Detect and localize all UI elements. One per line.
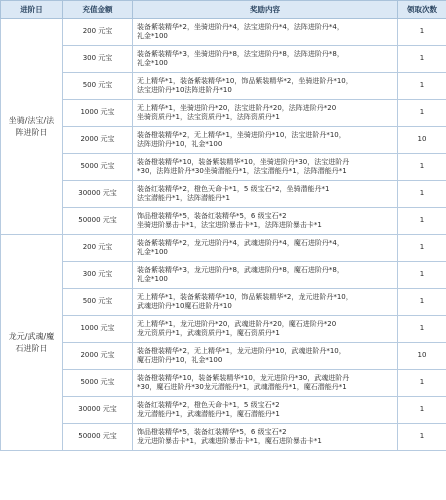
- table-row: [1, 154, 446, 181]
- reward-content: [133, 235, 398, 262]
- table-row: [1, 370, 446, 397]
- recharge-amount: 30000 元宝: [63, 181, 133, 208]
- recharge-amount: 2000 元宝: [63, 127, 133, 154]
- reward-content: [133, 316, 398, 343]
- header-amount: 充值金额: [63, 1, 133, 19]
- recharge-amount: 300 元宝: [63, 46, 133, 73]
- reward-line: 礼金*100: [137, 32, 168, 40]
- reward-line: 装备紫装精华*2，坐骑进阶丹*4，法宝进阶丹*4，法阵进阶丹*4，: [137, 22, 344, 31]
- table-row: [1, 46, 446, 73]
- table-row: [1, 343, 446, 370]
- claim-count: 1: [398, 19, 446, 46]
- reward-line: 坐骑资质丹*1，法宝资质丹*1，法阵资质丹*1: [137, 113, 280, 121]
- claim-count: 1: [398, 46, 446, 73]
- reward-line: 龙元资质丹*1，武魂资质丹*1，魔石资质丹*1: [137, 329, 280, 337]
- reward-line: 饰品橙装精华*5，装备红装精华*5，6 级宝石*2: [137, 427, 287, 436]
- header-count: 领取次数: [398, 1, 446, 19]
- table-row: [1, 100, 446, 127]
- recharge-amount: 50000 元宝: [63, 424, 133, 451]
- reward-line: 坐骑进阶暴击卡*1，法宝进阶暴击卡*1，法阵进阶暴击卡*1: [137, 221, 322, 229]
- reward-line: 装备红装精华*2，橙色天命卡*1，5 级宝石*2，坐骑潜能丹*1: [137, 184, 330, 193]
- recharge-amount: 50000 元宝: [63, 208, 133, 235]
- reward-line: 饰品橙装精华*5，装备红装精华*5，6 级宝石*2: [137, 211, 287, 220]
- claim-count: 10: [398, 127, 446, 154]
- reward-line: 无上精华*1，装备紫装精华*10，饰品紫装精华*2，龙元进阶丹*10，: [137, 292, 353, 301]
- table-row: [1, 424, 446, 451]
- claim-count: 1: [398, 397, 446, 424]
- reward-line: 装备红装精华*2，橙色天命卡*1，5 级宝石*2: [137, 400, 280, 409]
- table-body: [1, 19, 446, 451]
- reward-line: 装备橙装精华*2，无上精华*1，坐骑进阶丹*10，法宝进阶丹*10，: [137, 130, 346, 139]
- reward-line: *30，法阵进阶丹*30坐骑潜能丹*1，法宝潜能丹*1，法阵潜能丹*1: [137, 167, 347, 175]
- claim-count: 1: [398, 154, 446, 181]
- table-row: [1, 19, 446, 46]
- table-row: [1, 235, 446, 262]
- header-reward: 奖励内容: [133, 1, 398, 19]
- reward-line: 魔石进阶丹*10，礼金*100: [137, 356, 223, 364]
- recharge-amount: 1000 元宝: [63, 316, 133, 343]
- reward-line: 法阵进阶丹*10，礼金*100: [137, 140, 223, 148]
- table-row: [1, 208, 446, 235]
- reward-line: 法宝潜能丹*1，法阵潜能丹*1: [137, 194, 230, 202]
- table-row: [1, 397, 446, 424]
- reward-line: 装备紫装精华*2，龙元进阶丹*4，武魂进阶丹*4，魔石进阶丹*4，: [137, 238, 344, 247]
- reward-line: 装备紫装精华*3，龙元进阶丹*8，武魂进阶丹*8，魔石进阶丹*8，: [137, 265, 344, 274]
- reward-content: [133, 424, 398, 451]
- claim-count: 1: [398, 100, 446, 127]
- reward-line: 龙元进阶暴击卡*1，武魂进阶暴击卡*1，魔石进阶暴击卡*1: [137, 437, 322, 445]
- recharge-amount: 200 元宝: [63, 235, 133, 262]
- reward-content: [133, 289, 398, 316]
- claim-count: 1: [398, 289, 446, 316]
- stage-name: 龙元/武魂/魔石进阶日: [1, 235, 63, 451]
- reward-line: 龙元潜能丹*1，武魂潜能丹*1，魔石潜能丹*1: [137, 410, 280, 418]
- recharge-amount: 200 元宝: [63, 19, 133, 46]
- reward-content: [133, 370, 398, 397]
- table-row: [1, 127, 446, 154]
- reward-line: 礼金*100: [137, 275, 168, 283]
- stage-name: 坐骑/法宝/法阵进阶日: [1, 19, 63, 235]
- recharge-amount: 300 元宝: [63, 262, 133, 289]
- reward-content: [133, 100, 398, 127]
- claim-count: 1: [398, 262, 446, 289]
- claim-count: 1: [398, 370, 446, 397]
- recharge-amount: 1000 元宝: [63, 100, 133, 127]
- table-row: [1, 262, 446, 289]
- header-row: [1, 1, 446, 19]
- table-row: [1, 316, 446, 343]
- recharge-amount: 500 元宝: [63, 289, 133, 316]
- reward-line: 装备橙装精华*10，装备紫装精华*10，坐骑进阶丹*30，法宝进阶丹: [137, 157, 350, 166]
- reward-line: 装备橙装精华*2，无上精华*1，龙元进阶丹*10，武魂进阶丹*10，: [137, 346, 346, 355]
- claim-count: 1: [398, 316, 446, 343]
- recharge-amount: 5000 元宝: [63, 154, 133, 181]
- recharge-amount: 30000 元宝: [63, 397, 133, 424]
- claim-count: 1: [398, 208, 446, 235]
- claim-count: 1: [398, 181, 446, 208]
- table-row: [1, 289, 446, 316]
- reward-line: 无上精华*1，龙元进阶丹*20，武魂进阶丹*20，魔石进阶丹*20: [137, 319, 337, 328]
- reward-line: 装备橙装精华*10，装备紫装精华*10，龙元进阶丹*30，武魂进阶丹: [137, 373, 350, 382]
- reward-content: [133, 73, 398, 100]
- claim-count: 10: [398, 343, 446, 370]
- reward-content: [133, 262, 398, 289]
- reward-content: [133, 181, 398, 208]
- reward-line: 武魂进阶丹*10魔石进阶丹*10: [137, 302, 232, 310]
- header-stage: 进阶日: [1, 1, 63, 19]
- claim-count: 1: [398, 235, 446, 262]
- reward-line: 法宝进阶丹*10法阵进阶丹*10: [137, 86, 232, 94]
- reward-line: 装备紫装精华*3，坐骑进阶丹*8，法宝进阶丹*8，法阵进阶丹*8，: [137, 49, 344, 58]
- reward-content: [133, 208, 398, 235]
- reward-line: 礼金*100: [137, 248, 168, 256]
- reward-content: [133, 46, 398, 73]
- claim-count: 1: [398, 424, 446, 451]
- claim-count: 1: [398, 73, 446, 100]
- reward-line: *30，魔石进阶丹*30龙元潜能丹*1，武魂潜能丹*1，魔石潜能丹*1: [137, 383, 347, 391]
- reward-content: [133, 397, 398, 424]
- reward-content: [133, 154, 398, 181]
- recharge-amount: 500 元宝: [63, 73, 133, 100]
- reward-content: [133, 343, 398, 370]
- recharge-amount: 5000 元宝: [63, 370, 133, 397]
- reward-content: [133, 19, 398, 46]
- reward-content: [133, 127, 398, 154]
- reward-line: 无上精华*1，装备紫装精华*10，饰品紫装精华*2，坐骑进阶丹*10，: [137, 76, 353, 85]
- table-row: [1, 73, 446, 100]
- reward-line: 无上精华*1，坐骑进阶丹*20，法宝进阶丹*20，法阵进阶丹*20: [137, 103, 337, 112]
- table-row: [1, 181, 446, 208]
- reward-line: 礼金*100: [137, 59, 168, 67]
- recharge-amount: 2000 元宝: [63, 343, 133, 370]
